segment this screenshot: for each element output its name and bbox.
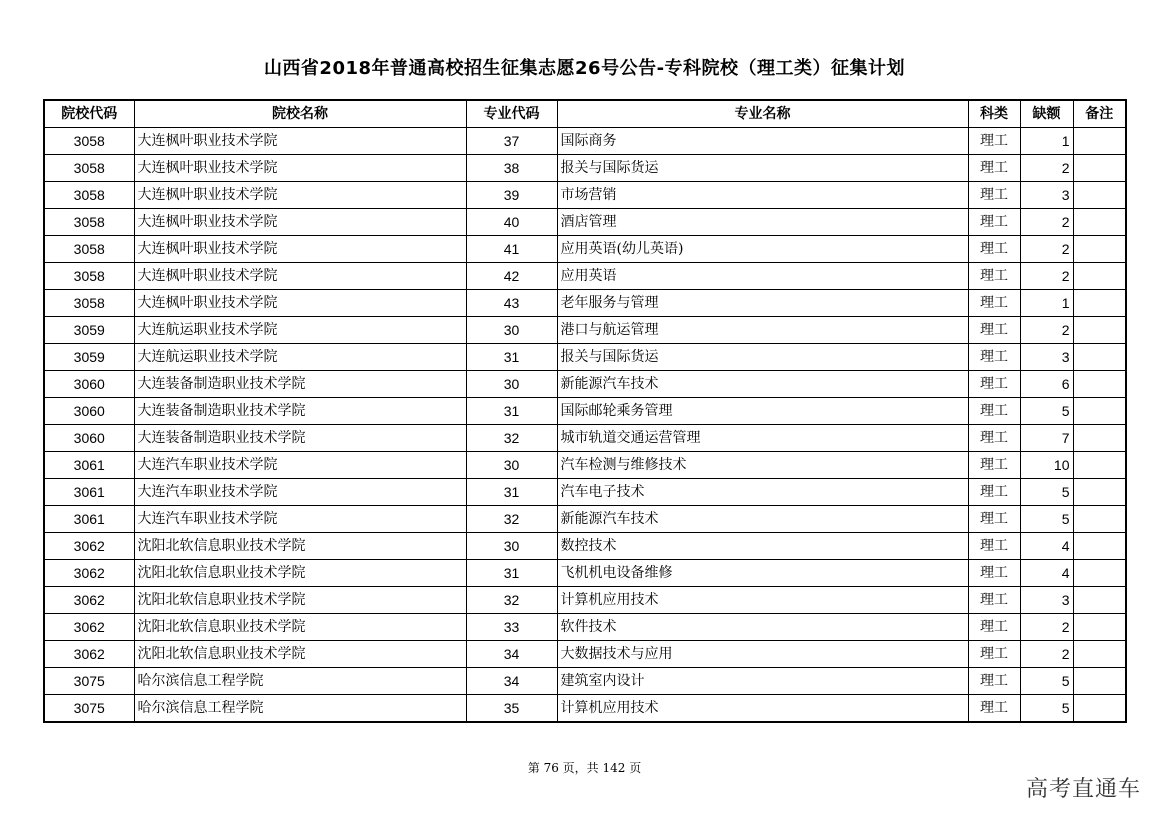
cell-vacancies: 2: [1020, 263, 1073, 290]
cell-remarks: [1073, 344, 1126, 371]
cell-school-name: 大连枫叶职业技术学院: [134, 290, 466, 317]
cell-school-code: 3062: [44, 560, 134, 587]
cell-school-code: 3058: [44, 263, 134, 290]
cell-remarks: [1073, 317, 1126, 344]
table-row: [44, 425, 1126, 452]
cell-school-code: 3061: [44, 479, 134, 506]
table-row: [44, 344, 1126, 371]
cell-vacancies: 3: [1020, 344, 1073, 371]
table-row: [44, 506, 1126, 533]
cell-vacancies: 2: [1020, 155, 1073, 182]
cell-remarks: [1073, 182, 1126, 209]
header-major-name: 专业名称: [557, 100, 968, 128]
header-category: 科类: [968, 100, 1020, 128]
cell-major-name: 酒店管理: [557, 209, 968, 236]
cell-major-name: 汽车电子技术: [557, 479, 968, 506]
cell-vacancies: 2: [1020, 236, 1073, 263]
cell-major-name: 新能源汽车技术: [557, 506, 968, 533]
cell-school-code: 3058: [44, 155, 134, 182]
cell-school-code: 3059: [44, 317, 134, 344]
cell-school-code: 3075: [44, 695, 134, 723]
cell-major-code: 39: [466, 182, 557, 209]
cell-major-code: 42: [466, 263, 557, 290]
table-row: [44, 371, 1126, 398]
cell-vacancies: 2: [1020, 209, 1073, 236]
cell-major-code: 30: [466, 452, 557, 479]
header-vacancies: 缺额: [1020, 100, 1073, 128]
cell-major-code: 33: [466, 614, 557, 641]
cell-vacancies: 1: [1020, 290, 1073, 317]
cell-remarks: [1073, 128, 1126, 155]
cell-school-code: 3058: [44, 209, 134, 236]
cell-school-code: 3059: [44, 344, 134, 371]
cell-major-code: 30: [466, 371, 557, 398]
table-header-row: [44, 100, 1126, 128]
cell-school-code: 3062: [44, 614, 134, 641]
cell-category: 理工: [968, 236, 1020, 263]
cell-vacancies: 4: [1020, 533, 1073, 560]
cell-school-name: 大连装备制造职业技术学院: [134, 425, 466, 452]
cell-category: 理工: [968, 533, 1020, 560]
cell-remarks: [1073, 506, 1126, 533]
table-row: [44, 398, 1126, 425]
cell-category: 理工: [968, 425, 1020, 452]
cell-remarks: [1073, 236, 1126, 263]
cell-major-name: 老年服务与管理: [557, 290, 968, 317]
cell-category: 理工: [968, 182, 1020, 209]
cell-vacancies: 2: [1020, 641, 1073, 668]
cell-major-code: 32: [466, 425, 557, 452]
cell-school-name: 大连汽车职业技术学院: [134, 506, 466, 533]
cell-vacancies: 4: [1020, 560, 1073, 587]
watermark: 高考直通车: [1025, 777, 1141, 802]
table-row: [44, 641, 1126, 668]
table-row: [44, 263, 1126, 290]
cell-remarks: [1073, 479, 1126, 506]
cell-major-name: 新能源汽车技术: [557, 371, 968, 398]
table-row: [44, 533, 1126, 560]
cell-school-name: 大连航运职业技术学院: [134, 344, 466, 371]
cell-major-name: 国际邮轮乘务管理: [557, 398, 968, 425]
cell-school-name: 大连汽车职业技术学院: [134, 479, 466, 506]
cell-school-name: 大连汽车职业技术学院: [134, 452, 466, 479]
table-row: [44, 236, 1126, 263]
cell-school-name: 沈阳北软信息职业技术学院: [134, 533, 466, 560]
cell-vacancies: 3: [1020, 182, 1073, 209]
cell-category: 理工: [968, 371, 1020, 398]
cell-category: 理工: [968, 317, 1020, 344]
table-row: [44, 479, 1126, 506]
cell-school-code: 3058: [44, 290, 134, 317]
cell-major-code: 35: [466, 695, 557, 723]
cell-school-name: 沈阳北软信息职业技术学院: [134, 614, 466, 641]
cell-remarks: [1073, 695, 1126, 723]
cell-major-name: 市场营销: [557, 182, 968, 209]
cell-remarks: [1073, 371, 1126, 398]
cell-remarks: [1073, 614, 1126, 641]
cell-school-name: 沈阳北软信息职业技术学院: [134, 587, 466, 614]
cell-vacancies: 2: [1020, 317, 1073, 344]
cell-category: 理工: [968, 290, 1020, 317]
cell-category: 理工: [968, 155, 1020, 182]
cell-major-code: 30: [466, 317, 557, 344]
cell-category: 理工: [968, 641, 1020, 668]
cell-school-name: 哈尔滨信息工程学院: [134, 668, 466, 695]
cell-vacancies: 5: [1020, 398, 1073, 425]
cell-major-code: 31: [466, 560, 557, 587]
cell-school-name: 大连枫叶职业技术学院: [134, 263, 466, 290]
table-row: [44, 209, 1126, 236]
table-row: [44, 614, 1126, 641]
cell-major-name: 软件技术: [557, 614, 968, 641]
cell-school-name: 哈尔滨信息工程学院: [134, 695, 466, 723]
cell-vacancies: 3: [1020, 587, 1073, 614]
cell-category: 理工: [968, 479, 1020, 506]
enrollment-plan-table: [43, 99, 1127, 723]
cell-major-code: 31: [466, 344, 557, 371]
table-row: [44, 560, 1126, 587]
cell-remarks: [1073, 587, 1126, 614]
cell-major-name: 飞机机电设备维修: [557, 560, 968, 587]
header-school-name: 院校名称: [134, 100, 466, 128]
cell-school-name: 大连枫叶职业技术学院: [134, 155, 466, 182]
cell-major-name: 数控技术: [557, 533, 968, 560]
cell-vacancies: 10: [1020, 452, 1073, 479]
cell-major-code: 41: [466, 236, 557, 263]
cell-school-code: 3062: [44, 641, 134, 668]
cell-major-code: 30: [466, 533, 557, 560]
cell-category: 理工: [968, 587, 1020, 614]
cell-remarks: [1073, 209, 1126, 236]
cell-category: 理工: [968, 344, 1020, 371]
header-remarks: 备注: [1073, 100, 1126, 128]
table-row: [44, 695, 1126, 723]
cell-remarks: [1073, 560, 1126, 587]
table-row: [44, 290, 1126, 317]
cell-vacancies: 5: [1020, 668, 1073, 695]
cell-major-code: 34: [466, 641, 557, 668]
cell-major-name: 城市轨道交通运营管理: [557, 425, 968, 452]
cell-remarks: [1073, 533, 1126, 560]
cell-school-name: 大连枫叶职业技术学院: [134, 236, 466, 263]
cell-category: 理工: [968, 128, 1020, 155]
cell-category: 理工: [968, 209, 1020, 236]
cell-major-code: 38: [466, 155, 557, 182]
cell-remarks: [1073, 452, 1126, 479]
cell-major-code: 40: [466, 209, 557, 236]
cell-school-name: 大连航运职业技术学院: [134, 317, 466, 344]
cell-vacancies: 5: [1020, 479, 1073, 506]
cell-major-code: 34: [466, 668, 557, 695]
cell-category: 理工: [968, 614, 1020, 641]
cell-school-code: 3060: [44, 425, 134, 452]
cell-category: 理工: [968, 695, 1020, 723]
cell-school-code: 3058: [44, 128, 134, 155]
cell-remarks: [1073, 425, 1126, 452]
cell-category: 理工: [968, 560, 1020, 587]
cell-major-name: 汽车检测与维修技术: [557, 452, 968, 479]
cell-remarks: [1073, 641, 1126, 668]
cell-vacancies: 6: [1020, 371, 1073, 398]
cell-school-code: 3075: [44, 668, 134, 695]
cell-school-name: 大连枫叶职业技术学院: [134, 209, 466, 236]
cell-school-code: 3062: [44, 587, 134, 614]
cell-major-name: 大数据技术与应用: [557, 641, 968, 668]
cell-school-code: 3061: [44, 452, 134, 479]
cell-major-name: 应用英语(幼儿英语): [557, 236, 968, 263]
cell-school-name: 大连枫叶职业技术学院: [134, 182, 466, 209]
cell-vacancies: 5: [1020, 506, 1073, 533]
cell-school-code: 3062: [44, 533, 134, 560]
table-row: [44, 182, 1126, 209]
cell-remarks: [1073, 263, 1126, 290]
table-row: [44, 587, 1126, 614]
cell-school-code: 3061: [44, 506, 134, 533]
cell-major-code: 37: [466, 128, 557, 155]
cell-major-name: 计算机应用技术: [557, 587, 968, 614]
table-row: [44, 452, 1126, 479]
cell-vacancies: 1: [1020, 128, 1073, 155]
cell-category: 理工: [968, 263, 1020, 290]
cell-school-code: 3058: [44, 182, 134, 209]
cell-major-name: 建筑室内设计: [557, 668, 968, 695]
cell-category: 理工: [968, 452, 1020, 479]
cell-major-name: 报关与国际货运: [557, 155, 968, 182]
page-title: 山西省2018年普通高校招生征集志愿26号公告-专科院校（理工类）征集计划: [263, 58, 906, 79]
cell-major-name: 港口与航运管理: [557, 317, 968, 344]
cell-category: 理工: [968, 398, 1020, 425]
cell-school-name: 大连装备制造职业技术学院: [134, 371, 466, 398]
cell-major-code: 32: [466, 587, 557, 614]
cell-vacancies: 2: [1020, 614, 1073, 641]
cell-major-code: 31: [466, 479, 557, 506]
cell-school-code: 3058: [44, 236, 134, 263]
cell-vacancies: 5: [1020, 695, 1073, 723]
table-row: [44, 155, 1126, 182]
cell-major-code: 32: [466, 506, 557, 533]
cell-remarks: [1073, 155, 1126, 182]
table-row: [44, 668, 1126, 695]
table-row: [44, 317, 1126, 344]
cell-major-name: 国际商务: [557, 128, 968, 155]
cell-major-code: 31: [466, 398, 557, 425]
cell-category: 理工: [968, 668, 1020, 695]
cell-school-name: 大连装备制造职业技术学院: [134, 398, 466, 425]
cell-category: 理工: [968, 506, 1020, 533]
cell-school-code: 3060: [44, 371, 134, 398]
cell-remarks: [1073, 290, 1126, 317]
cell-vacancies: 7: [1020, 425, 1073, 452]
cell-school-name: 大连枫叶职业技术学院: [134, 128, 466, 155]
cell-remarks: [1073, 668, 1126, 695]
page-number: 第 76 页，共 142 页: [527, 761, 642, 775]
header-major-code: 专业代码: [466, 100, 557, 128]
cell-remarks: [1073, 398, 1126, 425]
cell-school-name: 沈阳北软信息职业技术学院: [134, 560, 466, 587]
cell-major-name: 应用英语: [557, 263, 968, 290]
table-row: [44, 128, 1126, 155]
cell-major-name: 报关与国际货运: [557, 344, 968, 371]
cell-school-code: 3060: [44, 398, 134, 425]
cell-school-name: 沈阳北软信息职业技术学院: [134, 641, 466, 668]
cell-major-code: 43: [466, 290, 557, 317]
header-school-code: 院校代码: [44, 100, 134, 128]
cell-major-name: 计算机应用技术: [557, 695, 968, 723]
